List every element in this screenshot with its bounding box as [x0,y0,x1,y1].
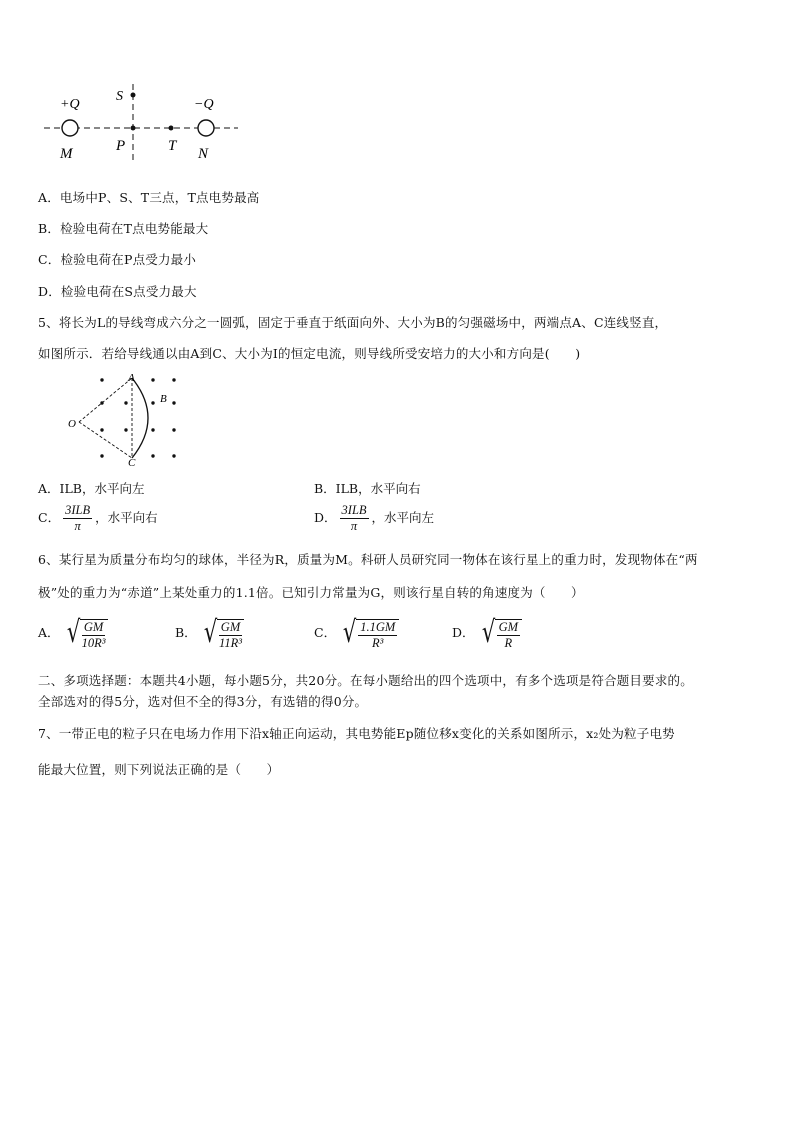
label-n: N [198,146,209,162]
label-a: A [128,372,135,384]
label-p: P [116,138,126,154]
oc-dashed-line [79,422,132,458]
q6-option-c-numerator: 1.1GM [360,620,396,634]
q6-option-d-numerator: GM [498,620,519,634]
q4-option-c: C．检验电荷在P点受力最小 [38,252,197,267]
q6-option-b-denominator: 11R³ [219,636,242,650]
q4-option-b: B．检验电荷在T点电势能最大 [38,221,209,236]
q6-option-b [175,616,244,651]
section2-instructions-line2: 全部选对的得5分，选对但不全的得3分，有选错的得0分。 [38,694,368,709]
q5-option-b: B．ILB，水平向右 [314,481,421,496]
point-p-dot [131,126,136,131]
q6-stem-line2: 极”处的重力为“赤道”上某处重力的1.1倍。已知引力常量为G，则该行星自转的角速度为（ ） [38,585,584,600]
q7-stem-line1: 7、一带正电的粒子只在电场力作用下沿x轴正向运动，其电势能Ep随位移x变化的关系如图所示，x₂处为粒子电势 [38,726,675,741]
q5-option-c-denominator: π [74,519,81,533]
q5-option-d-numerator: 3ILB [341,503,367,517]
q6-option-a [38,616,108,651]
q6-option-c-label: C． [314,625,337,640]
oa-dashed-line [79,378,132,422]
charge-n-circle [198,120,214,136]
q5-option-c [38,503,158,534]
q6-option-a-numerator: GM [83,620,104,634]
q4-option-d: D．检验电荷在S点受力最大 [38,284,197,299]
q5-option-d [314,503,434,534]
q6-option-d-label: D． [452,625,475,640]
q5-option-c-prefix: C． [38,510,61,525]
label-c: C [128,457,136,468]
q7-stem-line2: 能最大位置，则下列说法正确的是（ ） [38,762,280,777]
section2-instructions-line1: 二、多项选择题：本题共4小题，每小题5分，共20分。在每小题给出的四个选项中，有多个选项是符合题目要求的。 [38,673,693,688]
q6-option-b-numerator: GM [220,620,241,634]
q5-option-c-fraction [63,503,92,534]
point-t-dot [169,126,174,131]
q5-option-c-suffix: ，水平向右 [95,510,158,525]
field-dots [100,378,175,457]
q5-option-d-fraction [340,503,369,534]
q5-option-d-prefix: D． [314,510,337,525]
q6-option-c-sqrt: √ $\frac{1.1GM}{\text{R³}}$ [340,616,399,651]
q6-option-a-label: A． [38,625,60,640]
label-t: T [168,138,177,154]
q5-option-a: A．ILB，水平向左 [38,481,145,496]
charge-line-figure [38,80,248,162]
q4-option-a: A．电场中P、S、T三点，T点电势最高 [38,190,260,205]
magnetic-arc-figure [64,370,194,468]
point-s-dot [131,93,136,98]
q6-option-a-sqrt: √ $\frac{GM}{\text{10R³}}$ [66,615,106,650]
q6-stem-line1: 6、某行星为质量分布均匀的球体，半径为R，质量为M。科研人员研究同一物体在该行星上的重力时，发现物体在“两 [38,552,698,567]
charge-m-circle [62,120,78,136]
q5-stem-line1: 5、将长为L的导线弯成六分之一圆弧，固定于垂直于纸面向外、大小为B的匀强磁场中，两端点A、C连线竖直， [38,315,668,330]
q6-option-c-denominator: R³ [372,636,384,650]
label-b: B [160,393,167,405]
q6-option-c [314,616,399,651]
wire-arc [132,378,148,458]
label-o: O [68,418,76,430]
q6-option-d [452,616,522,651]
q5-stem-line2: 如图所示．若给导线通以由A到C、大小为I的恒定电流，则导线所受安培力的大小和方向是( ) [38,346,581,361]
q5-option-d-suffix: ，水平向左 [371,510,435,525]
q6-option-b-sqrt: √ $\frac{GM}{\text{11R³}}$ [201,616,245,651]
q6-option-a-denominator: 10R³ [81,636,106,650]
label-s: S [116,89,123,104]
q5-option-d-denominator: π [350,519,358,533]
q6-option-d-denominator: R [504,636,513,650]
q5-option-c-numerator: 3ILB [65,503,91,517]
label-m: M [60,146,73,162]
q6-option-b-label: B． [175,625,197,640]
label-minus-q: −Q [194,97,214,112]
q6-option-d-sqrt: √ $\frac{GM}{R}$ [479,616,523,651]
label-plus-q: +Q [60,97,80,112]
